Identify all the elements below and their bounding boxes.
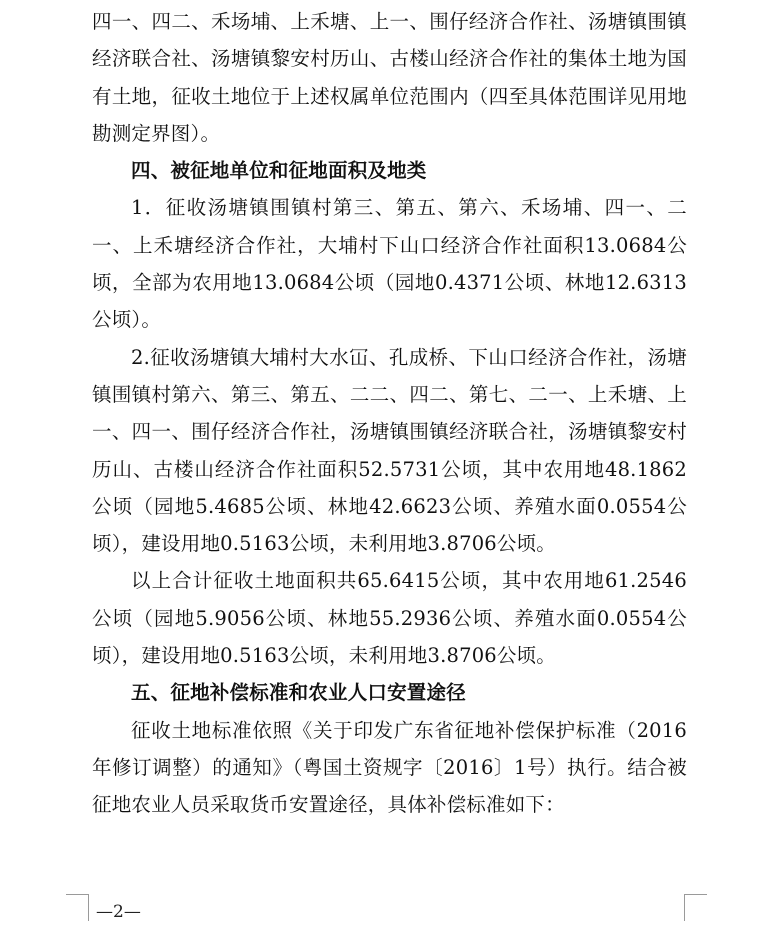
paragraph-land-ownership: 四一、四二、禾场埔、上禾塘、上一、围仔经济合作社、汤塘镇围镇经济联合社、汤塘镇黎安村历山、古楼山经济合作社的集体土地为国有土地，征收土地位于上述权属单位范围内（四至具体范围详见用地勘测定界图）。 [92, 10, 687, 145]
section-heading-4: 四、被征地单位和征地面积及地类 [131, 159, 427, 183]
crop-mark-right [684, 894, 707, 921]
section-heading-5: 五、征地补偿标准和农业人口安置途径 [131, 681, 466, 705]
paragraph-item-2: 2.征收汤塘镇大埔村大水冚、孔成桥、下山口经济合作社，汤塘镇围镇村第六、第三、第五、二二、四二、第七、二一、上禾塘、上一、四一、围仔经济合作社，汤塘镇围镇经济联合社，汤塘镇黎安村历山、古楼山经济合作社面积52.5731公顷，其中农用地48.1862公顷（园地5.4685公顷、林地42.6623公顷、养殖水面0.0554公顷），建设用地0.5163公顷，未利用地3.8706公顷。 [92, 345, 687, 556]
paragraph-item-1: 1．征收汤塘镇围镇村第三、第五、第六、禾场埔、四一、二一、上禾塘经济合作社，大埔村下山口经济合作社面积13.0684公顷，全部为农用地13.0684公顷（园地0.4371公顷、林地12.6313公顷）。 [92, 196, 687, 332]
paragraph-compensation-standard: 征收土地标准依照《关于印发广东省征地补偿保护标准（2016年修订调整）的通知》（粤国土资规字〔2016〕1号）执行。结合被征地农业人员采取货币安置途径，具体补偿标准如下： [92, 718, 687, 817]
page-number: —2— [96, 902, 141, 922]
paragraph-total-area: 以上合计征收土地面积共65.6415公顷，其中农用地61.2546公顷（园地5.9056公顷、林地55.2936公顷、养殖水面0.0554公顷），建设用地0.5163公顷，未利用地3.8706公顷。 [92, 569, 687, 668]
crop-mark-left [66, 894, 89, 921]
document-body [92, 3, 687, 824]
